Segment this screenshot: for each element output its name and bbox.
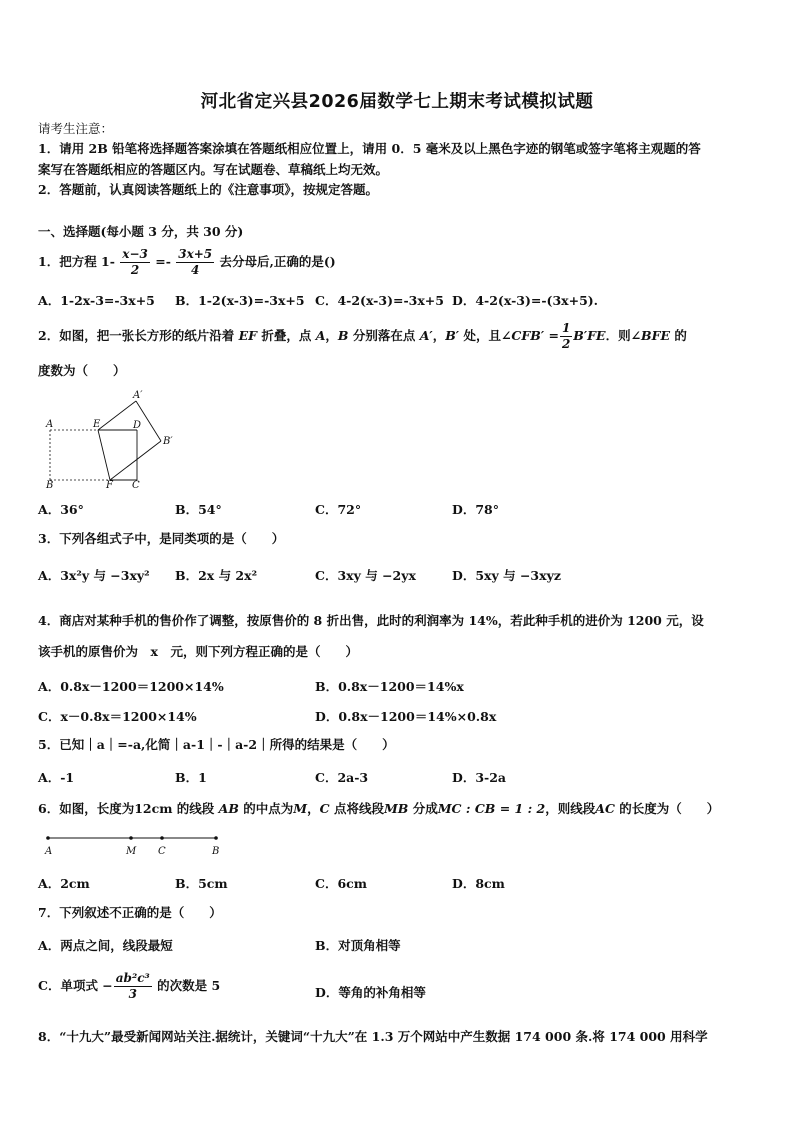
q1-option-b: B．1-2(x-3)=-3x+5 [175,293,305,308]
q3-option-b: B．2x 与 2x² [175,568,258,583]
q6-c: C [319,801,330,816]
q6-fig-label-a: A [45,846,53,857]
q4-option-a: A．0.8x－1200＝1200×14% [38,679,224,694]
q2-text-f: 处，且 [459,328,501,343]
q5-option-b: B．1 [175,770,207,785]
q1-prefix: 1．把方程 1- [38,254,115,269]
q5-option-c: C．2a-3 [315,770,369,785]
q1-fraction-2: $\frac{3x+5}{4}$ [178,247,213,277]
q6-text-g: ，则线段 [545,801,596,816]
q2-option-d: D．78° [452,502,499,517]
q3-option-d: D．5xy 与 −3xyz [452,568,561,583]
q2-fig-label-a: A [46,419,54,430]
q6-option-a: A．2cm [38,876,90,891]
q6-text-d: ， [307,801,320,816]
q6-text-h: 的长度为（ ） [614,801,720,816]
q2-fig-label-e: E [93,419,101,430]
q5-option-a: A．-1 [38,770,75,785]
q6-text-f: 分成 [408,801,438,816]
q2-fig-label-b-prime: B′ [163,436,173,447]
q2-text-c: ， [325,328,338,343]
notice-item-2: 2．答题前，认真阅读答题纸上的《注意事项》，按规定答题。 [38,182,378,197]
notice-item-1b: 案写在答题纸相应的答题区内。写在试题卷、草稿纸上均无效。 [38,162,389,177]
notice-header: 请考生注意： [38,121,114,136]
q6-fig-label-b: B [212,846,220,857]
q2-b: B [337,328,349,343]
q4-option-d: D．0.8x－1200＝14%×0.8x [315,709,497,724]
q2-text-h: 的 [670,328,687,343]
q2-b-prime: B′ [445,328,460,343]
notice-item-1a: 1．请用 2B 铅笔将选择题答案涂填在答题纸相应位置上，请用 0．5 毫米及以上黑色字迹的钢笔或签字笔将主观题的答 [38,141,701,156]
q7-monomial-fraction: $\frac{\text{ab²c³}}{3}$ [115,971,150,1001]
q6-text-b: 的线段 [172,801,219,816]
q6-m: M [293,801,308,816]
q2-text-e: ， [432,328,446,343]
q2-half-fraction: $\frac{1}{2}$ [561,321,571,351]
q2-angle-target: ∠BFE [630,328,671,343]
q2-text-b: 折叠，点 [256,328,316,343]
q6-segment-figure [40,830,230,860]
q6-ratio: MC : CB = 1 : 2 [437,801,546,816]
q6-text-e: 点将线段 [329,801,384,816]
q1-option-d: D．4-2(x-3)=-(3x+5). [452,293,599,308]
q2-ef: EF [238,328,257,343]
q4-option-c: C．x－0.8x＝1200×14% [38,709,197,724]
q2-fig-label-d: D [133,420,142,431]
question-5-stem: 5．已知｜a｜=-a,化简｜a-1｜-｜a-2｜所得的结果是（ ） [38,737,395,752]
q2-a-prime: A′ [419,328,433,343]
question-6-stem [38,801,719,817]
q6-ac: AC [595,801,615,816]
section-heading: 一、选择题(每小题 3 分，共 30 分) [38,224,244,239]
q1-option-c: C．4-2(x-3)=-3x+5 [315,293,444,308]
q6-text-a: 6．如图，长度为 [38,801,135,816]
q2-folding-figure [40,388,180,490]
q3-option-a: A．3x²y 与 −3xy² [38,568,150,583]
q7-option-d: D．等角的补角相等 [315,985,426,1000]
question-3-stem: 3．下列各组式子中，是同类项的是（ ） [38,531,285,546]
q2-fig-label-f: F [106,480,113,490]
q2-fig-label-b: B [46,480,54,490]
q6-length: 12cm [134,801,173,816]
question-2-stem [38,320,687,352]
question-4-stem: 4．商店对某种手机的售价作了调整，按原售价的 8 折出售，此时的利润率为 14%，若此种手机的进价为 1200 元，设 [38,613,704,628]
q2-option-b: B．54° [175,502,222,517]
q6-mb: MB [383,801,409,816]
q2-angle-bfe: B′FE [573,328,606,343]
q2-a: A [315,328,326,343]
page-title: 河北省定兴县2026届数学七上期末考试模拟试题 [200,92,594,112]
q7-option-b: B．对顶角相等 [315,938,401,953]
q6-option-b: B．5cm [175,876,228,891]
q2-option-a: A．36° [38,502,84,517]
q7-option-c [38,968,220,1004]
q7-option-c-suffix: 的次数是 5 [152,978,221,993]
question-7-stem: 7．下列叙述不正确的是（ ） [38,905,222,920]
q6-option-d: D．8cm [452,876,505,891]
q1-fraction-1: $\frac{x-3}{2}$ [122,247,148,277]
q1-option-a: A．1-2x-3=-3x+5 [38,293,155,308]
q1-suffix: 去分母后,正确的是() [219,254,336,269]
q4-option-b: B．0.8x－1200＝14%x [315,679,464,694]
q2-option-c: C．72° [315,502,362,517]
question-4-stem-2: 该手机的原售价为 x 元，则下列方程正确的是（ ） [38,644,358,659]
q2-fig-label-a-prime: A′ [133,390,143,401]
q7-option-a: A．两点之间，线段最短 [38,938,173,953]
q6-fig-label-m: M [126,846,137,857]
q2-angle-cfb: ∠CFB′ = [500,328,559,343]
q5-option-d: D．3-2a [452,770,507,785]
question-1-stem [38,246,336,278]
question-2-stem-2: 度数为（ ） [38,363,126,378]
q2-text-a: 2．如图，把一张长方形的纸片沿着 [38,328,239,343]
q6-text-c: 的中点为 [238,801,294,816]
q6-fig-label-c: C [158,846,166,857]
q6-option-c: C．6cm [315,876,367,891]
q2-fig-label-c: C [132,480,140,490]
q2-text-d: 分别落在点 [348,328,420,343]
q7-option-c-text: C．单项式 − [38,978,113,993]
q2-text-g: ．则 [605,328,631,343]
question-8-stem: 8．“十九大”最受新闻网站关注.据统计，关键词“十九大”在 1.3 万个网站中产生数据 174 000 条.将 174 000 用科学 [38,1029,708,1044]
q1-equals: =- [155,254,171,269]
q6-ab: AB [218,801,239,816]
q3-option-c: C．3xy 与 −2yx [315,568,416,583]
